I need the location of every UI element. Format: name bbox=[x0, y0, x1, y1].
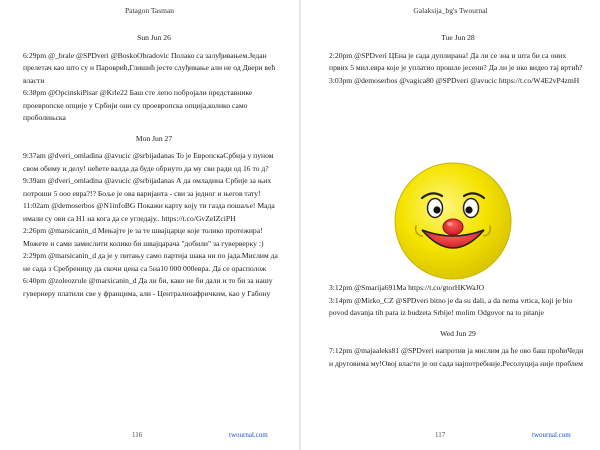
right-page-content bbox=[329, 32, 587, 87]
tweet-entry: 6:38pm @OpcinskiPisar @Krle22 Баш сте лепо побројали представнике проевропске опције у Србији они су проевропска опција,колико само проболињска bbox=[23, 88, 253, 122]
tweet-entry: 7:12pm @majaaleks81 @SPDveri напротив ја мислим да ће ово баш проћиЧеди и друговима му!Овој власти је ои сада најпотребније.Ресолуција није проблем bbox=[329, 346, 584, 368]
tweet-entry: 3:12pm @Smarija691Ma https://t.co/gtorHKWaJO bbox=[329, 283, 485, 292]
left-page bbox=[0, 0, 299, 450]
tweet-entry: 9:39am @dveri_omladina @avucic @srbijadanas А да омладина Србије за њих потроши 5 ооо евра?!? Боље је ова варијанта - сви за једног и његов тату! bbox=[23, 176, 272, 198]
date-heading: Sun Jun 26 bbox=[137, 33, 171, 42]
tweet-entry: 3:14pm @Mirko_CZ @SPDveri bitno je da su dali, a da nema vrtica, koji je bio povod davanja tih para iz budzeta Srbije! molim Odgovor na to pitanje bbox=[329, 295, 573, 317]
right-running-head: Galaksija_bg's Twournal bbox=[413, 6, 488, 15]
tweet-entry: 11:02am @demoserbos @N1infoBG Покажи карту коју ти газда пошаље! Мада имали су ови са Н1 на кога да се угледају.. https://t.co/GvZeIZciPH bbox=[23, 201, 275, 223]
tweet-entry: 9:37am @dveri_omladina @avucic @srbijadanas То је ЕвропскаСрбија у пуном свом обиму и делу! нећете валда да буде обрнуто да му сви ради од 16 то д? bbox=[23, 151, 274, 173]
smiley-face-icon bbox=[392, 160, 514, 282]
tweet-entry: 3:03pm @demoserbos @vagica80 @SPDveri @avucic https://t.co/W4E2vP4zmH bbox=[329, 75, 580, 85]
page-number: 117 bbox=[435, 431, 446, 439]
footer-link[interactable]: twournal.com bbox=[532, 431, 571, 439]
tweet-entry: 6:29pm @_brale @SPDveri @BoskoObradovic Полако са залуђивањем.Један прелетач као што су и Пароврић,Глишић јесте слуђивање али не од Двери већ власти bbox=[23, 50, 276, 85]
footer-link[interactable]: twournal.com bbox=[229, 431, 268, 439]
tweet-entry: 2:29pm @marsicanin_d да је у питању само партија шака ни по јада.Мислим да не сада з Сребреницу да скочи цена са 5на10 000 000евра. Да се орасполож bbox=[23, 251, 278, 273]
smiley-face-image bbox=[392, 160, 514, 282]
date-heading: Tue Jun 28 bbox=[441, 33, 475, 42]
date-heading: Wed Jun 29 bbox=[440, 328, 476, 338]
page-number: 116 bbox=[132, 431, 143, 439]
left-running-head: Patagon Tasman bbox=[124, 6, 175, 15]
right-page-content-lower bbox=[329, 282, 587, 370]
date-heading: Mon Jun 27 bbox=[135, 133, 173, 143]
right-page bbox=[301, 0, 600, 450]
left-page-content bbox=[23, 32, 285, 300]
tweet-entry: 2:20pm @SPDveri ЦЕна је сада дуплирана! Да ли се зна и шта би са оних првих 5 мил.евра које је уплатио прошле јесени? Да ли је ико видео тај вртић? bbox=[329, 50, 583, 72]
tweet-entry: 6:40pm @zoleozrule @marsicanin_d Да ли би, како не би дали и то би за нашу гувернеру платили све у францима, али - Централноафричким, као у Габону bbox=[23, 276, 273, 298]
tweet-entry: 2:26pm @marsicanin_d Мењајте је за те швајцарце које толико протежира! Можете и сами замислити колико би швајцарача "добили" за гуверверку :) bbox=[23, 226, 264, 248]
